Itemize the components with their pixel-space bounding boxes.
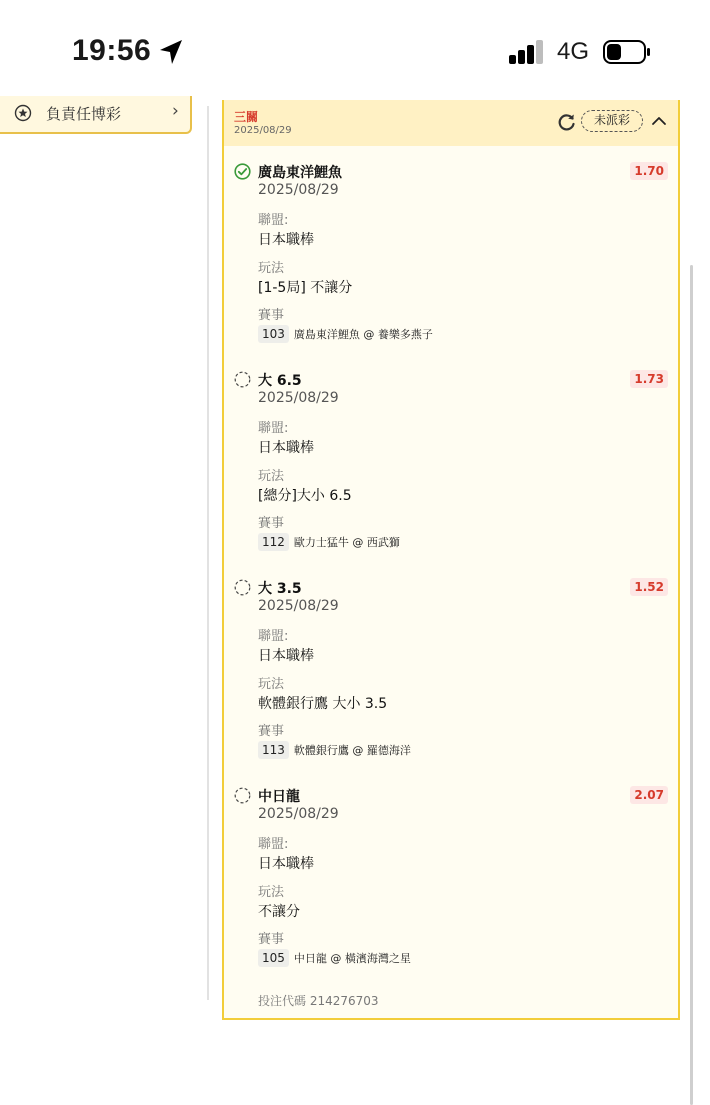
event-row <box>258 533 400 551</box>
league-value: 日本職棒 <box>258 440 314 456</box>
event-matchup: 軟體銀行鷹 @ 羅德海洋 <box>293 744 411 757</box>
selection-pick: 大 6.5 <box>258 373 302 389</box>
event-row <box>258 949 411 967</box>
shield-star-icon <box>14 104 32 122</box>
event-label: 賽事 <box>258 516 285 531</box>
selection-pick: 大 3.5 <box>258 581 302 597</box>
market-value: [1-5局] 不讓分 <box>258 280 353 296</box>
event-label: 賽事 <box>258 724 285 739</box>
market-value: [總分]大小 6.5 <box>258 488 352 504</box>
selection-pick: 中日龍 <box>258 789 300 805</box>
selection-item <box>224 578 678 778</box>
event-code: 112 <box>258 533 289 551</box>
league-label: 聯盟: <box>258 629 289 644</box>
selection-item <box>224 370 678 570</box>
bet-code-row: 投注代碼 214276703 <box>258 994 379 1008</box>
event-label: 賽事 <box>258 932 285 947</box>
event-matchup: 廣島東洋鯉魚 @ 養樂多燕子 <box>293 328 433 341</box>
event-matchup: 歐力士猛牛 @ 西武獅 <box>293 536 400 549</box>
bet-card-header[interactable] <box>224 100 678 146</box>
chevron-up-icon[interactable] <box>650 112 668 130</box>
location-arrow-icon <box>158 38 184 66</box>
event-row <box>258 325 433 343</box>
selection-pick: 廣島東洋鯉魚 <box>258 165 342 181</box>
chevron-right-icon: › <box>172 101 179 121</box>
panel-divider <box>207 106 209 1000</box>
sidebar-item-responsible-gaming[interactable] <box>0 96 192 134</box>
league-value: 日本職棒 <box>258 856 314 872</box>
odds-badge: 1.73 <box>630 370 668 388</box>
odds-badge: 1.52 <box>630 578 668 596</box>
check-circle-icon <box>234 163 251 180</box>
settlement-status-badge: 未派彩 <box>581 110 643 132</box>
bet-date: 2025/08/29 <box>234 125 292 136</box>
league-label: 聯盟: <box>258 421 289 436</box>
selection-item <box>224 786 678 986</box>
odds-badge: 1.70 <box>630 162 668 180</box>
event-row <box>258 741 411 759</box>
market-label: 玩法 <box>258 677 285 692</box>
event-label: 賽事 <box>258 308 285 323</box>
status-bar <box>0 0 710 106</box>
pending-dashed-circle-icon <box>234 579 251 596</box>
parlay-bet-card <box>222 100 680 1020</box>
selection-date: 2025/08/29 <box>258 182 339 198</box>
parlay-type: 三關 <box>234 110 259 124</box>
scrollbar[interactable] <box>690 265 693 1105</box>
clock: 19:56 <box>72 34 152 67</box>
market-label: 玩法 <box>258 469 285 484</box>
selection-date: 2025/08/29 <box>258 390 339 406</box>
league-value: 日本職棒 <box>258 648 314 664</box>
market-label: 玩法 <box>258 261 285 276</box>
league-label: 聯盟: <box>258 837 289 852</box>
pending-dashed-circle-icon <box>234 371 251 388</box>
refresh-icon[interactable] <box>557 112 577 132</box>
battery-icon <box>603 40 651 64</box>
market-value: 軟體銀行鷹 大小 3.5 <box>258 696 388 712</box>
network-type: 4G <box>557 38 590 65</box>
selection-date: 2025/08/29 <box>258 806 339 822</box>
event-code: 105 <box>258 949 289 967</box>
event-code: 113 <box>258 741 289 759</box>
market-label: 玩法 <box>258 885 285 900</box>
pending-dashed-circle-icon <box>234 787 251 804</box>
event-code: 103 <box>258 325 289 343</box>
cellular-signal-icon <box>509 40 545 64</box>
sidebar-item-label: 負責任博彩 <box>46 105 122 123</box>
event-matchup: 中日龍 @ 橫濱海灣之星 <box>293 952 411 965</box>
odds-badge: 2.07 <box>630 786 668 804</box>
market-value: 不讓分 <box>258 904 300 920</box>
league-value: 日本職棒 <box>258 232 314 248</box>
selection-date: 2025/08/29 <box>258 598 339 614</box>
league-label: 聯盟: <box>258 213 289 228</box>
selection-item <box>224 162 678 362</box>
